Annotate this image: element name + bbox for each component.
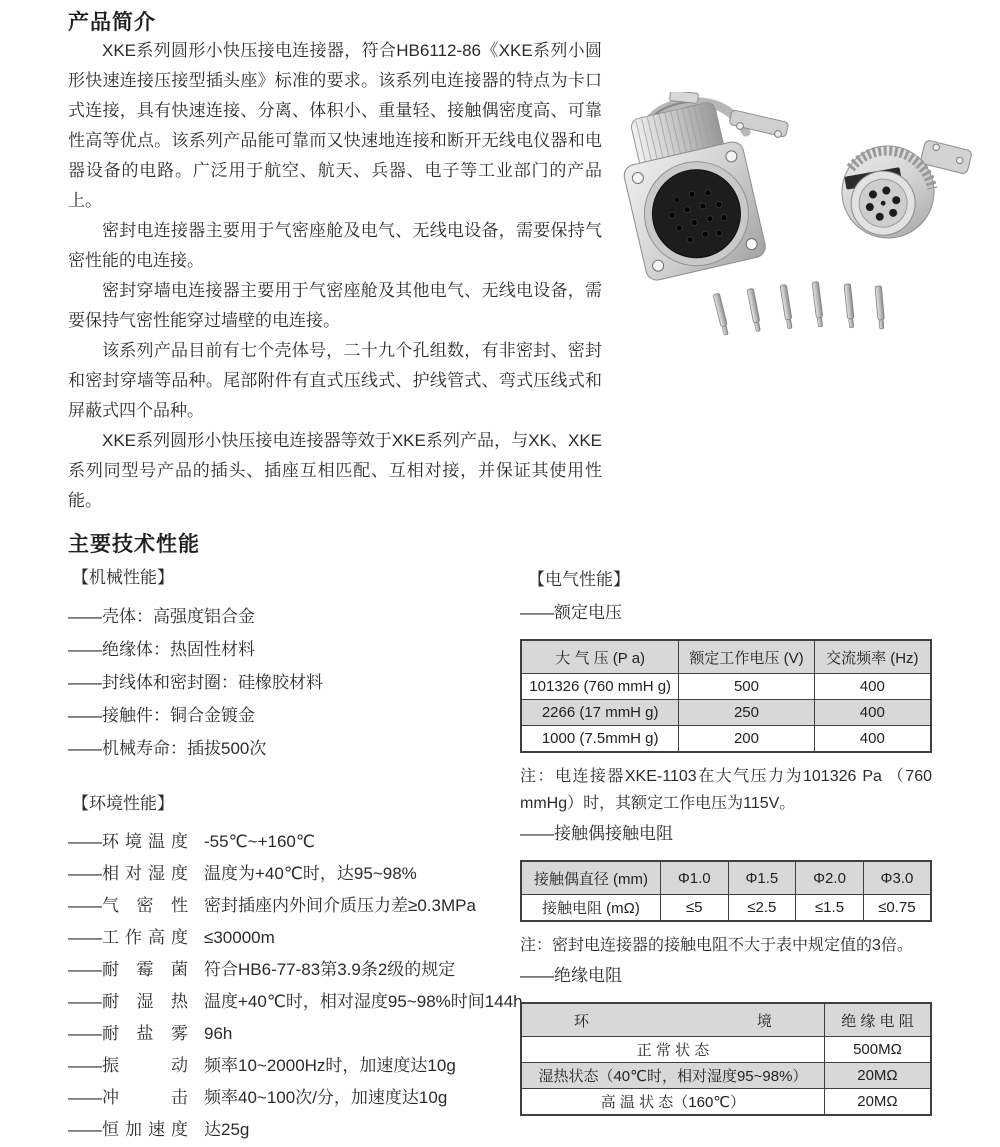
mechanical-item (68, 666, 528, 699)
item-dash: —— (68, 960, 102, 979)
environment-item-value: 96h (204, 1024, 233, 1043)
environment-item-label: 耐湿热 (102, 992, 188, 1011)
table-cell: 250 (679, 700, 814, 726)
table-header-cell: 额定工作电压 (V) (679, 640, 814, 674)
table-row (521, 726, 931, 753)
intro-paragraph: 密封穿墙电连接器主要用于气密座舱及其他电气、无线电设备，需要保持气密性能穿过墙壁的电连接。 (68, 281, 602, 330)
rated-voltage-label: 额定电压 (554, 603, 622, 622)
environment-item-value: 频率10~2000Hz时，加速度达10g (204, 1056, 456, 1075)
table-cell: 400 (814, 700, 931, 726)
insulation-resistance-line (520, 961, 932, 991)
table-cell: 20MΩ (824, 1089, 931, 1116)
table-header-cell: 绝 缘 电 阻 (824, 1003, 931, 1037)
intro-paragraph: 该系列产品目前有七个壳体号，二十九个孔组数，有非密封、密封和密封穿墙等品种。尾部附件有直式压线式、护线管式、弯式压线式和屏蔽式四个品种。 (68, 341, 602, 420)
item-dash: —— (68, 706, 102, 725)
table-header-cell: Φ3.0 (863, 861, 931, 895)
table-header-cell: 交流频率 (Hz) (814, 640, 931, 674)
mechanical-item (68, 699, 528, 732)
table-header-row (521, 861, 931, 895)
table-row (521, 1063, 931, 1089)
environment-item-value: 密封插座内外间介质压力差≥0.3MPa (204, 896, 476, 915)
table-row (521, 1037, 931, 1063)
item-dash: —— (520, 824, 554, 843)
environment-item (68, 826, 538, 858)
table-cell: 500 (679, 674, 814, 700)
item-dash: —— (68, 832, 102, 851)
mechanical-item-text: 封线体和密封圈：硅橡胶材料 (102, 673, 323, 692)
table-cell: ≤2.5 (728, 895, 796, 922)
environment-item-value: 达25g (204, 1120, 250, 1139)
environment-item (68, 954, 538, 986)
electrical-heading: 【电气性能】 (528, 570, 630, 589)
environment-item-label: 环境温度 (102, 832, 188, 851)
table-header-row (521, 640, 931, 674)
environment-item-label: 气密性 (102, 896, 188, 915)
environment-item-value: 符合HB6-77-83第3.9条2级的规定 (204, 960, 456, 979)
item-dash: —— (68, 640, 102, 659)
intro-paragraph: XKE系列圆形小快压接电连接器，符合HB6112-86《XKE系列小圆形快速连接压接型插头座》标准的要求。该系列电连接器的特点为卡口式连接，具有快速连接、分离、体积小、重量轻、接触偶密度高、可靠性高等优点。该系列产品能可靠而又快速地连接和断开无线电仪器和电器设备的电路。广泛用于航空、航天、兵器、电子等工业部门的产品上。 (68, 41, 602, 210)
environment-item-label: 耐霉菌 (102, 960, 188, 979)
tech-title: 主要技术性能 (68, 533, 200, 556)
environment-item-value: 温度为+40℃时，达95~98% (204, 864, 417, 883)
rated-voltage-line (520, 598, 932, 628)
item-dash: —— (68, 992, 102, 1011)
mechanical-section (68, 564, 528, 765)
environment-heading: 【环境性能】 (72, 794, 174, 813)
mechanical-item (68, 600, 528, 633)
mechanical-item (68, 732, 528, 765)
table-cell: 400 (814, 726, 931, 753)
mechanical-item-text: 接触件：铜合金镀金 (102, 706, 255, 725)
item-dash: —— (68, 739, 102, 758)
insulation-resistance-table (520, 1002, 932, 1116)
mechanical-item-text: 机械寿命：插拔500次 (102, 739, 267, 758)
environment-item-label: 工作高度 (102, 928, 188, 947)
table-cell: 接触电阻 (mΩ) (521, 895, 660, 922)
environment-item-value: -55℃~+160℃ (204, 832, 315, 851)
environment-item (68, 1050, 538, 1082)
environment-item-value: 温度+40℃时，相对湿度95~98%时间144h (204, 992, 523, 1011)
table-header-cell: Φ2.0 (796, 861, 864, 895)
item-dash: —— (68, 1056, 102, 1075)
table-cell: 400 (814, 674, 931, 700)
item-dash: —— (68, 928, 102, 947)
table-header-cell: 环 境 (521, 1003, 824, 1037)
table-header-row (521, 1003, 931, 1037)
environment-item (68, 1082, 538, 1114)
environment-item (68, 986, 538, 1018)
large-connector-illustration (612, 92, 789, 282)
environment-item-value: 频率40~100次/分，加速度达10g (204, 1088, 448, 1107)
contact-pins-illustration (713, 282, 885, 336)
environment-item (68, 858, 538, 890)
voltage-note: 注：电连接器XKE-1103在大气压力为101326 Pa （760 mmHg）时，其额定工作电压为115V。 (520, 768, 932, 812)
intro-paragraphs (68, 36, 602, 516)
contact-resistance-line (520, 819, 932, 849)
mechanical-item-text: 绝缘体：热固性材料 (102, 640, 255, 659)
table-row (521, 1089, 931, 1116)
table-header-cell: Φ1.0 (660, 861, 728, 895)
item-dash: —— (68, 1088, 102, 1107)
contact-resistance-table (520, 860, 932, 922)
table-cell: 2266 (17 mmH g) (521, 700, 679, 726)
environment-item-value: ≤30000m (204, 928, 275, 947)
item-dash: —— (68, 673, 102, 692)
environment-item-label: 振动 (102, 1056, 188, 1075)
item-dash: —— (520, 603, 554, 622)
environment-item (68, 922, 538, 954)
table-header-cell: Φ1.5 (728, 861, 796, 895)
table-cell: 500MΩ (824, 1037, 931, 1063)
environment-section (68, 790, 538, 1146)
small-connector-illustration (832, 123, 972, 254)
table-row (521, 895, 931, 922)
product-photo (612, 92, 990, 348)
electrical-section (520, 566, 932, 1116)
environment-item-label: 恒加速度 (102, 1120, 188, 1139)
environment-item-label: 耐盐雾 (102, 1024, 188, 1043)
table-row (521, 674, 931, 700)
table-cell: 湿热状态（40℃时，相对湿度95~98%） (521, 1063, 824, 1089)
item-dash: —— (68, 1120, 102, 1139)
environment-item (68, 1114, 538, 1146)
rated-voltage-table (520, 639, 932, 753)
intro-paragraph: XKE系列圆形小快压接电连接器等效于XKE系列产品，与XK、XKE系列同型号产品的插头、插座互相匹配、互相对接，并保证其使用性能。 (68, 431, 602, 510)
environment-item (68, 890, 538, 922)
table-cell: ≤1.5 (796, 895, 864, 922)
item-dash: —— (68, 607, 102, 626)
item-dash: —— (68, 864, 102, 883)
item-dash: —— (520, 966, 554, 985)
item-dash: —— (68, 896, 102, 915)
table-cell: 1000 (7.5mmH g) (521, 726, 679, 753)
contact-resistance-label: 接触偶接触电阻 (554, 824, 673, 843)
environment-item-label: 冲击 (102, 1088, 188, 1107)
environment-item-label: 相对湿度 (102, 864, 188, 883)
environment-item (68, 1018, 538, 1050)
mechanical-item (68, 633, 528, 666)
item-dash: —— (68, 1024, 102, 1043)
table-cell: 20MΩ (824, 1063, 931, 1089)
table-cell: ≤5 (660, 895, 728, 922)
table-header-cell: 大 气 压 (P a) (521, 640, 679, 674)
insulation-resistance-label: 绝缘电阻 (554, 966, 622, 985)
table-cell: 200 (679, 726, 814, 753)
connector-photo-illustration (612, 92, 990, 348)
table-cell: ≤0.75 (863, 895, 931, 922)
mechanical-heading: 【机械性能】 (72, 568, 174, 587)
table-header-cell: 接触偶直径 (mm) (521, 861, 660, 895)
contact-resistance-note: 注：密封电连接器的接触电阻不大于表中规定值的3倍。 (520, 937, 913, 954)
table-cell: 101326 (760 mmH g) (521, 674, 679, 700)
intro-paragraph: 密封电连接器主要用于气密座舱及电气、无线电设备，需要保持气密性能的电连接。 (68, 221, 602, 270)
mechanical-item-text: 壳体：高强度铝合金 (102, 607, 255, 626)
intro-title: 产品简介 (68, 11, 156, 34)
table-cell: 高 温 状 态（160℃） (521, 1089, 824, 1116)
table-cell: 正 常 状 态 (521, 1037, 824, 1063)
table-row (521, 700, 931, 726)
